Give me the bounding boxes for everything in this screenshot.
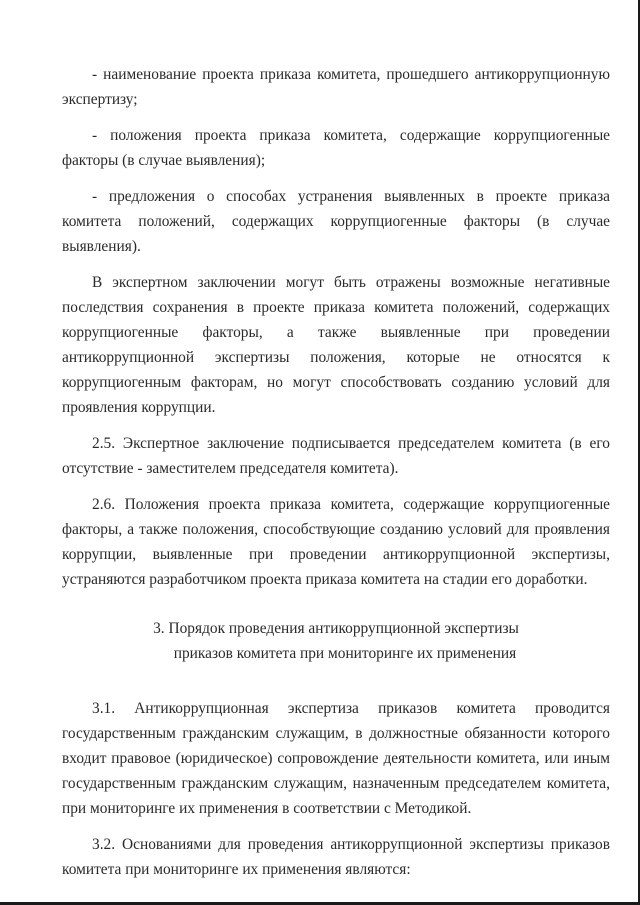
paragraph-3-2: 3.2. Основаниями для проведения антикоррупционной экспертизы приказов комитета при мониторинге их применения являются: (62, 836, 610, 878)
paragraph-project-name: - наименование проекта приказа комитета, прошедшего антикоррупционную экспертизу; (62, 66, 610, 108)
paragraph-corruption-provisions: - положения проекта приказа комитета, содержащие коррупциогенные факторы (в случае выявления); (62, 127, 610, 169)
paragraph-3-1: 3.1. Антикоррупционная экспертиза приказов комитета проводится государственным гражданским служащим, в должностные обязанности которого входит правовое (юридическое) сопровождение деятельности комитета, или иным государственным гражданским служащим, назначенным председателем комитета, при мониторинге их применения в соответствии с Методикой. (62, 700, 610, 817)
paragraph-2-6: 2.6. Положения проекта приказа комитета, содержащие коррупциогенные факторы, а также положения, способствующие созданию условий для проявления коррупции, выявленные при проведении антикоррупционной экспертизы, устраняются разработчиком проекта приказа комитета на стадии его доработки. (62, 496, 610, 588)
paragraph-elimination-proposals: - предложения о способах устранения выявленных в проекте приказа комитета положений, содержащих коррупциогенные факторы (в случае выявления). (62, 188, 610, 255)
section-3-heading (62, 616, 610, 666)
section-3-heading-line-2: приказов комитета при мониторинге их применения (173, 645, 517, 662)
paragraph-2-5: 2.5. Экспертное заключение подписывается председателем комитета (в его отсутствие - заместителем председателя комитета). (62, 435, 610, 477)
page-content (62, 62, 610, 893)
section-3-heading-line-1: 3. Порядок проведения антикоррупционной экспертизы (153, 620, 519, 637)
section-3-body (62, 696, 610, 882)
paragraph-negative-consequences: В экспертном заключении могут быть отражены возможные негативные последствия сохранения в проекте приказа комитета положений, содержащих коррупциогенные факторы, а также выявленные при проведении антикоррупционной экспертизы положения, которые не относятся к коррупциогенным факторам, но могут способствовать созданию условий для проявления коррупции. (62, 274, 610, 416)
